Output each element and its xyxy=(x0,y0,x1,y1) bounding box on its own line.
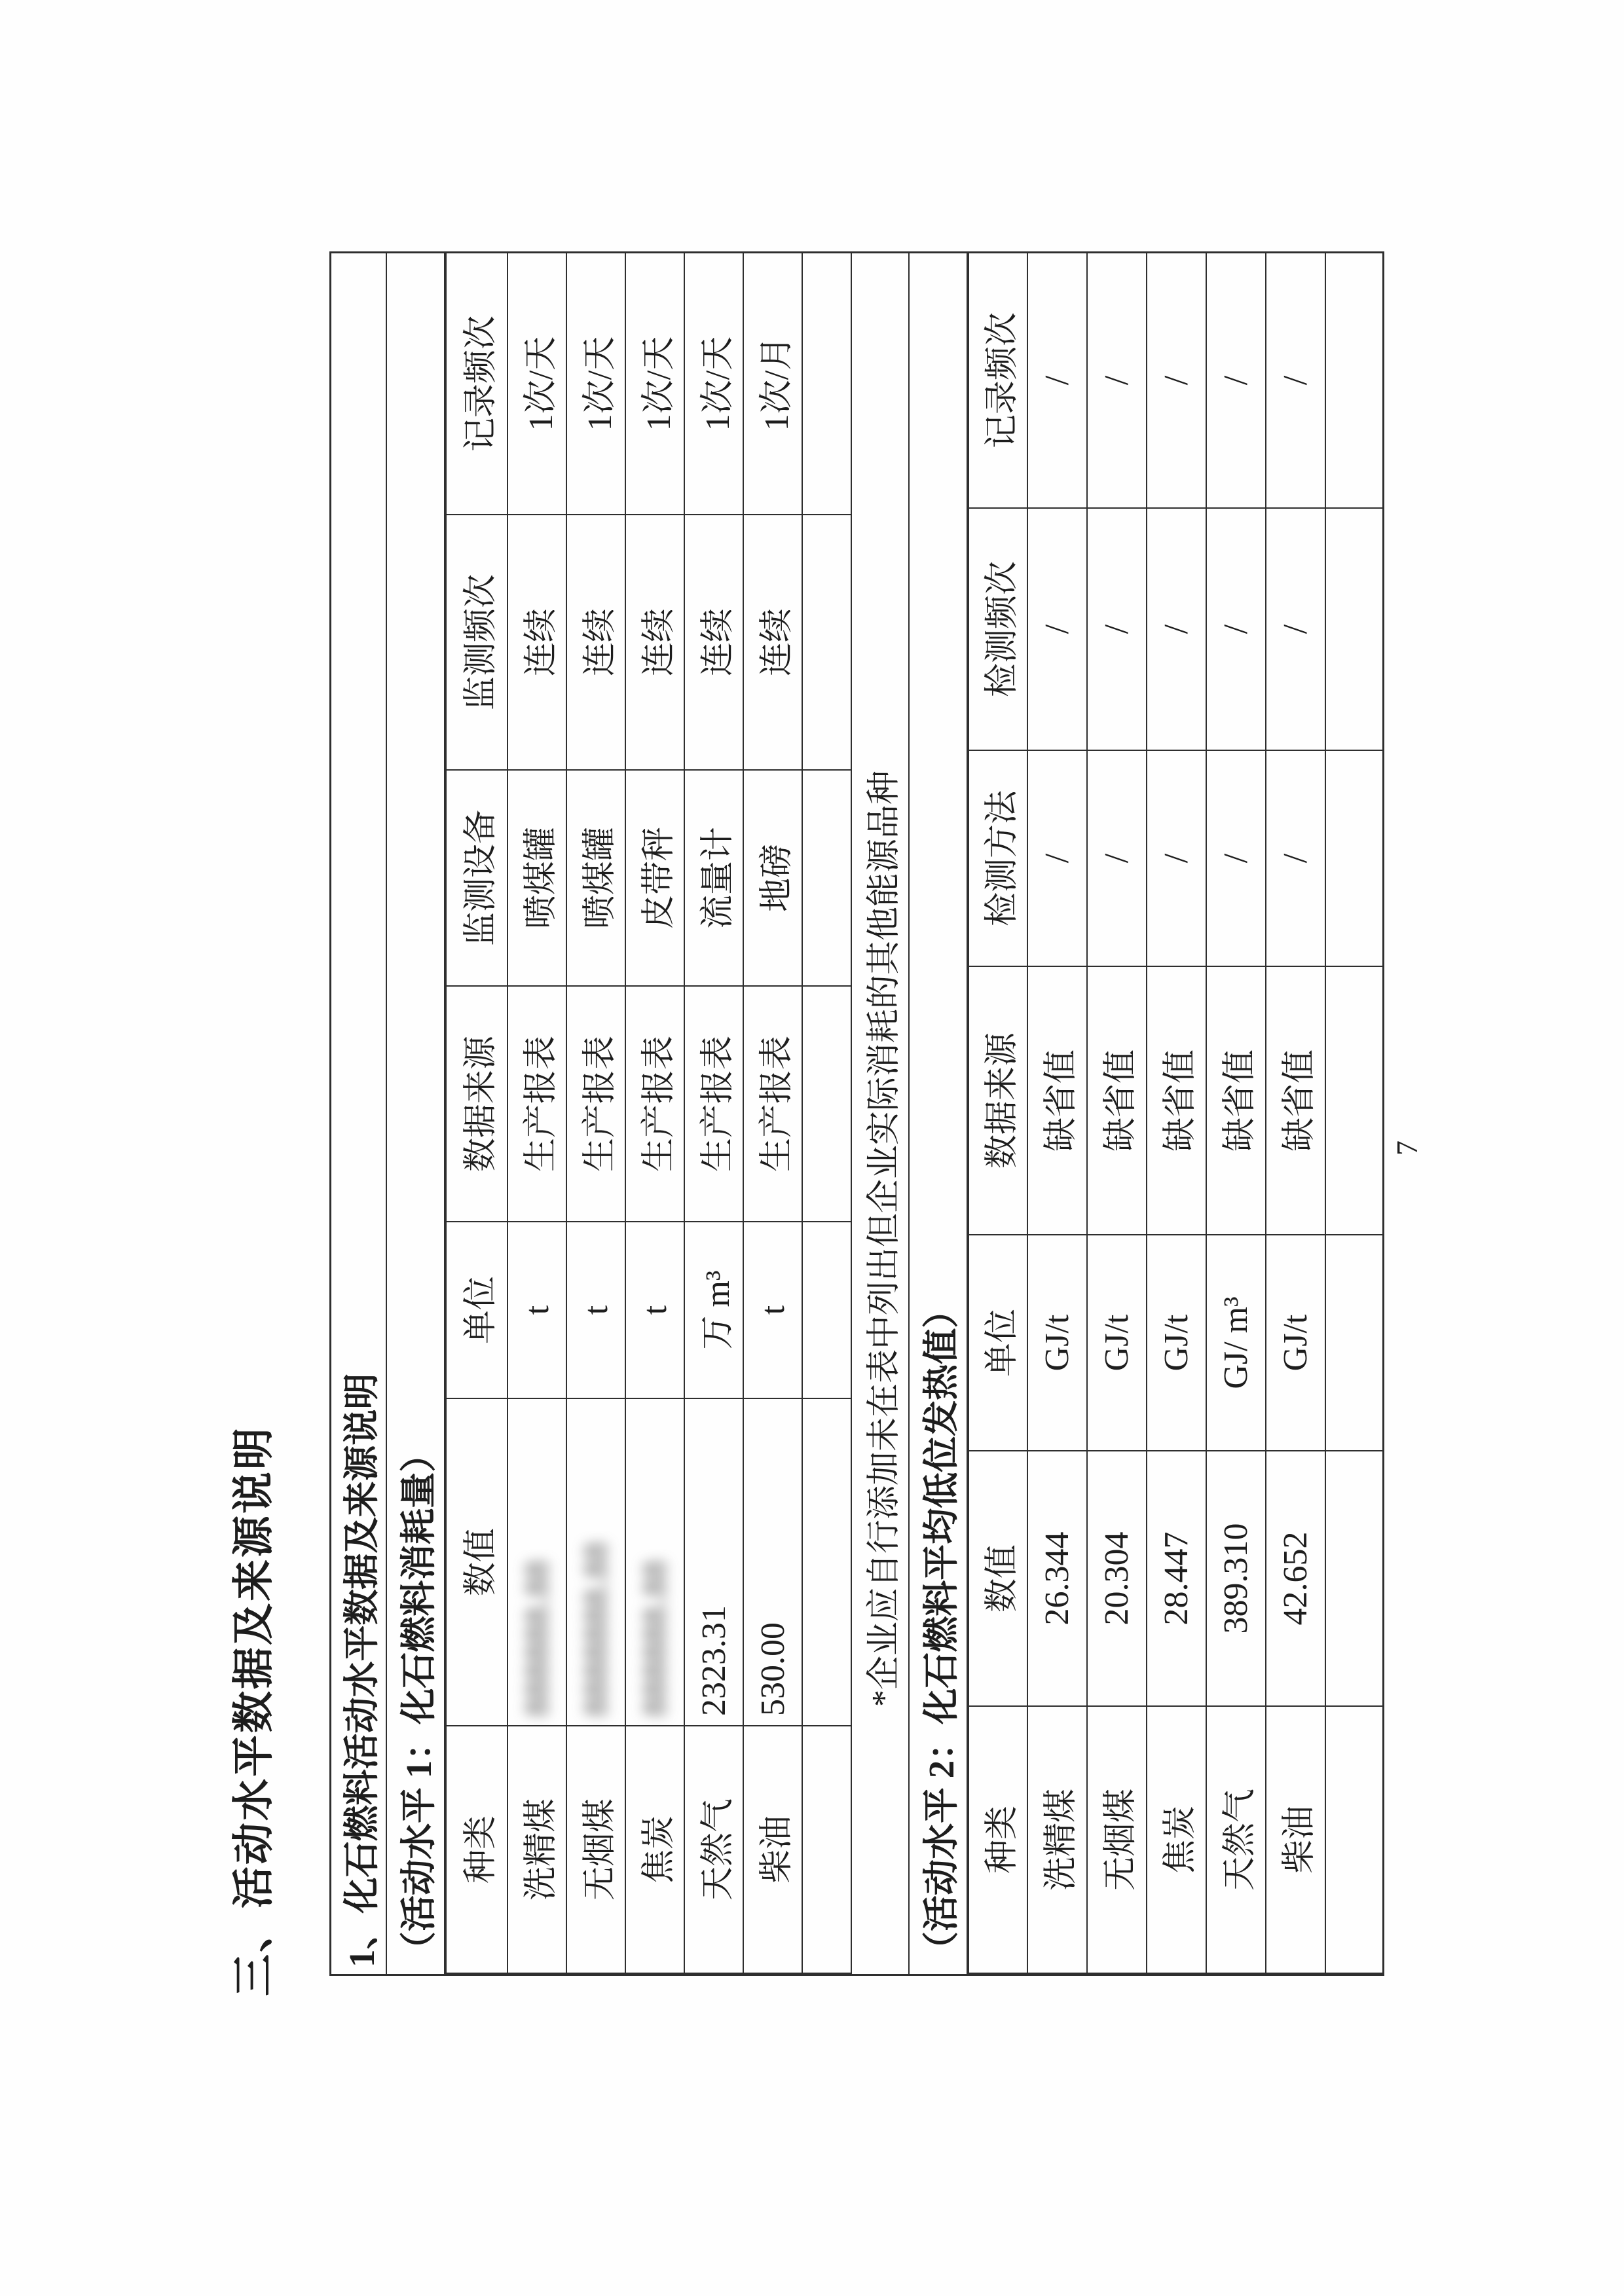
fuel-value-redacted xyxy=(507,1398,566,1726)
monitor-device: 地磅 xyxy=(743,770,802,986)
data-source: 缺省值 xyxy=(1087,966,1147,1235)
heating-value-table xyxy=(968,252,1382,1974)
test-method: / xyxy=(1087,750,1147,966)
table-row xyxy=(1206,253,1266,1973)
data-source: 缺省值 xyxy=(1027,966,1087,1235)
fuel-type: 柴油 xyxy=(1266,1706,1325,1973)
test-method: / xyxy=(1027,750,1087,966)
fuel-value-redacted xyxy=(566,1398,625,1726)
heating-value: 42.652 xyxy=(1266,1451,1325,1706)
table-row xyxy=(684,253,743,1973)
record-frequency: / xyxy=(1147,253,1206,508)
data-source: 生产报表 xyxy=(507,986,566,1222)
data-source: 生产报表 xyxy=(566,986,625,1222)
table-row xyxy=(1266,253,1325,1973)
redacted-blur: 888888.88 xyxy=(518,1559,556,1716)
fuel-unit: GJ/t xyxy=(1147,1235,1206,1451)
monitor-device: 喷煤罐 xyxy=(507,770,566,986)
heating-value: 28.447 xyxy=(1147,1451,1206,1706)
data-source: 生产报表 xyxy=(625,986,684,1222)
col-header-monitor-freq: 监测频次 xyxy=(446,515,507,770)
section-heading: 1、化石燃料活动水平数据及来源说明 xyxy=(331,253,387,1974)
fuel-type: 天然气 xyxy=(684,1726,743,1973)
record-frequency: / xyxy=(1206,253,1266,508)
col-header-type: 种类 xyxy=(969,1706,1027,1973)
record-frequency: 1次/天 xyxy=(566,253,625,515)
col-header-type: 种类 xyxy=(446,1726,507,1973)
col-header-record-freq: 记录频次 xyxy=(969,253,1027,508)
data-source: 生产报表 xyxy=(684,986,743,1222)
record-frequency: 1次/月 xyxy=(743,253,802,515)
table-row xyxy=(625,253,684,1973)
monitor-device: 喷煤罐 xyxy=(566,770,625,986)
fuel-unit: 万 m³ xyxy=(684,1222,743,1398)
monitor-frequency: 连续 xyxy=(566,515,625,770)
table-row xyxy=(1087,253,1147,1973)
table-row xyxy=(566,253,625,1973)
fuel-unit: GJ/t xyxy=(1087,1235,1147,1451)
test-frequency: / xyxy=(1087,508,1147,750)
fuel-type: 无烟煤 xyxy=(566,1726,625,1973)
table-header-row xyxy=(446,253,507,1973)
redacted-blur: 888888.88 xyxy=(636,1559,674,1716)
col-header-test-freq: 检测频次 xyxy=(969,508,1027,750)
col-header-test-method: 检测方法 xyxy=(969,750,1027,966)
col-header-unit: 单位 xyxy=(969,1235,1027,1451)
fuel-consumption-table xyxy=(445,252,852,1974)
col-header-value: 数值 xyxy=(969,1451,1027,1706)
fuel-unit: GJ/t xyxy=(1266,1235,1325,1451)
activity-data-block xyxy=(329,251,1384,1976)
record-frequency: 1次/天 xyxy=(507,253,566,515)
col-header-source: 数据来源 xyxy=(969,966,1027,1235)
monitor-frequency: 连续 xyxy=(743,515,802,770)
monitor-device: 流量计 xyxy=(684,770,743,986)
monitor-frequency: 连续 xyxy=(625,515,684,770)
record-frequency: 1次/天 xyxy=(625,253,684,515)
record-frequency: / xyxy=(1087,253,1147,508)
fuel-unit: t xyxy=(566,1222,625,1398)
page-number: 7 xyxy=(1390,1140,1424,1156)
redacted-blur: 8888888.88 xyxy=(577,1541,615,1716)
col-header-unit: 单位 xyxy=(446,1222,507,1398)
record-frequency: / xyxy=(1027,253,1087,508)
table-row xyxy=(1147,253,1206,1973)
test-frequency: / xyxy=(1027,508,1087,750)
page-title: 三、活动水平数据及来源说明 xyxy=(231,1426,277,1996)
monitor-frequency: 连续 xyxy=(507,515,566,770)
fuel-unit: t xyxy=(743,1222,802,1398)
table-footnote: *企业应自行添加未在表中列出但企业实际消耗的其他能源品种 xyxy=(852,253,910,1974)
table-row xyxy=(507,253,566,1973)
table-row xyxy=(1027,253,1087,1973)
fuel-type: 焦炭 xyxy=(625,1726,684,1973)
data-source: 缺省值 xyxy=(1266,966,1325,1235)
fuel-unit: t xyxy=(507,1222,566,1398)
monitor-frequency: 连续 xyxy=(684,515,743,770)
fuel-unit: GJ/ m³ xyxy=(1206,1235,1266,1451)
test-method: / xyxy=(1206,750,1266,966)
test-method: / xyxy=(1147,750,1206,966)
fuel-type: 焦炭 xyxy=(1147,1706,1206,1973)
fuel-value: 2323.31 xyxy=(684,1398,743,1726)
data-source: 生产报表 xyxy=(743,986,802,1222)
monitor-device: 皮带秤 xyxy=(625,770,684,986)
heating-value: 389.310 xyxy=(1206,1451,1266,1706)
heating-value: 20.304 xyxy=(1087,1451,1147,1706)
fuel-type: 柴油 xyxy=(743,1726,802,1973)
fuel-value-redacted xyxy=(625,1398,684,1726)
fuel-type: 无烟煤 xyxy=(1087,1706,1147,1973)
empty-table-row xyxy=(1325,253,1382,1973)
table2-caption: （活动水平 2：化石燃料平均低位发热值） xyxy=(910,253,968,1974)
data-source: 缺省值 xyxy=(1147,966,1206,1235)
test-method: / xyxy=(1266,750,1325,966)
fuel-unit: t xyxy=(625,1222,684,1398)
empty-table-row xyxy=(802,253,851,1973)
table-row xyxy=(743,253,802,1973)
fuel-unit: GJ/t xyxy=(1027,1235,1087,1451)
table-header-row xyxy=(969,253,1027,1973)
col-header-record-freq: 记录频次 xyxy=(446,253,507,515)
fuel-type: 洗精煤 xyxy=(507,1726,566,1973)
test-frequency: / xyxy=(1206,508,1266,750)
test-frequency: / xyxy=(1266,508,1325,750)
col-header-value: 数值 xyxy=(446,1398,507,1726)
record-frequency: / xyxy=(1266,253,1325,508)
heating-value: 26.344 xyxy=(1027,1451,1087,1706)
record-frequency: 1次/天 xyxy=(684,253,743,515)
col-header-device: 监测设备 xyxy=(446,770,507,986)
fuel-type: 天然气 xyxy=(1206,1706,1266,1973)
fuel-value: 530.00 xyxy=(743,1398,802,1726)
data-source: 缺省值 xyxy=(1206,966,1266,1235)
table1-caption: （活动水平 1：化石燃料消耗量） xyxy=(387,253,445,1974)
col-header-source: 数据来源 xyxy=(446,986,507,1222)
test-frequency: / xyxy=(1147,508,1206,750)
fuel-type: 洗精煤 xyxy=(1027,1706,1087,1973)
